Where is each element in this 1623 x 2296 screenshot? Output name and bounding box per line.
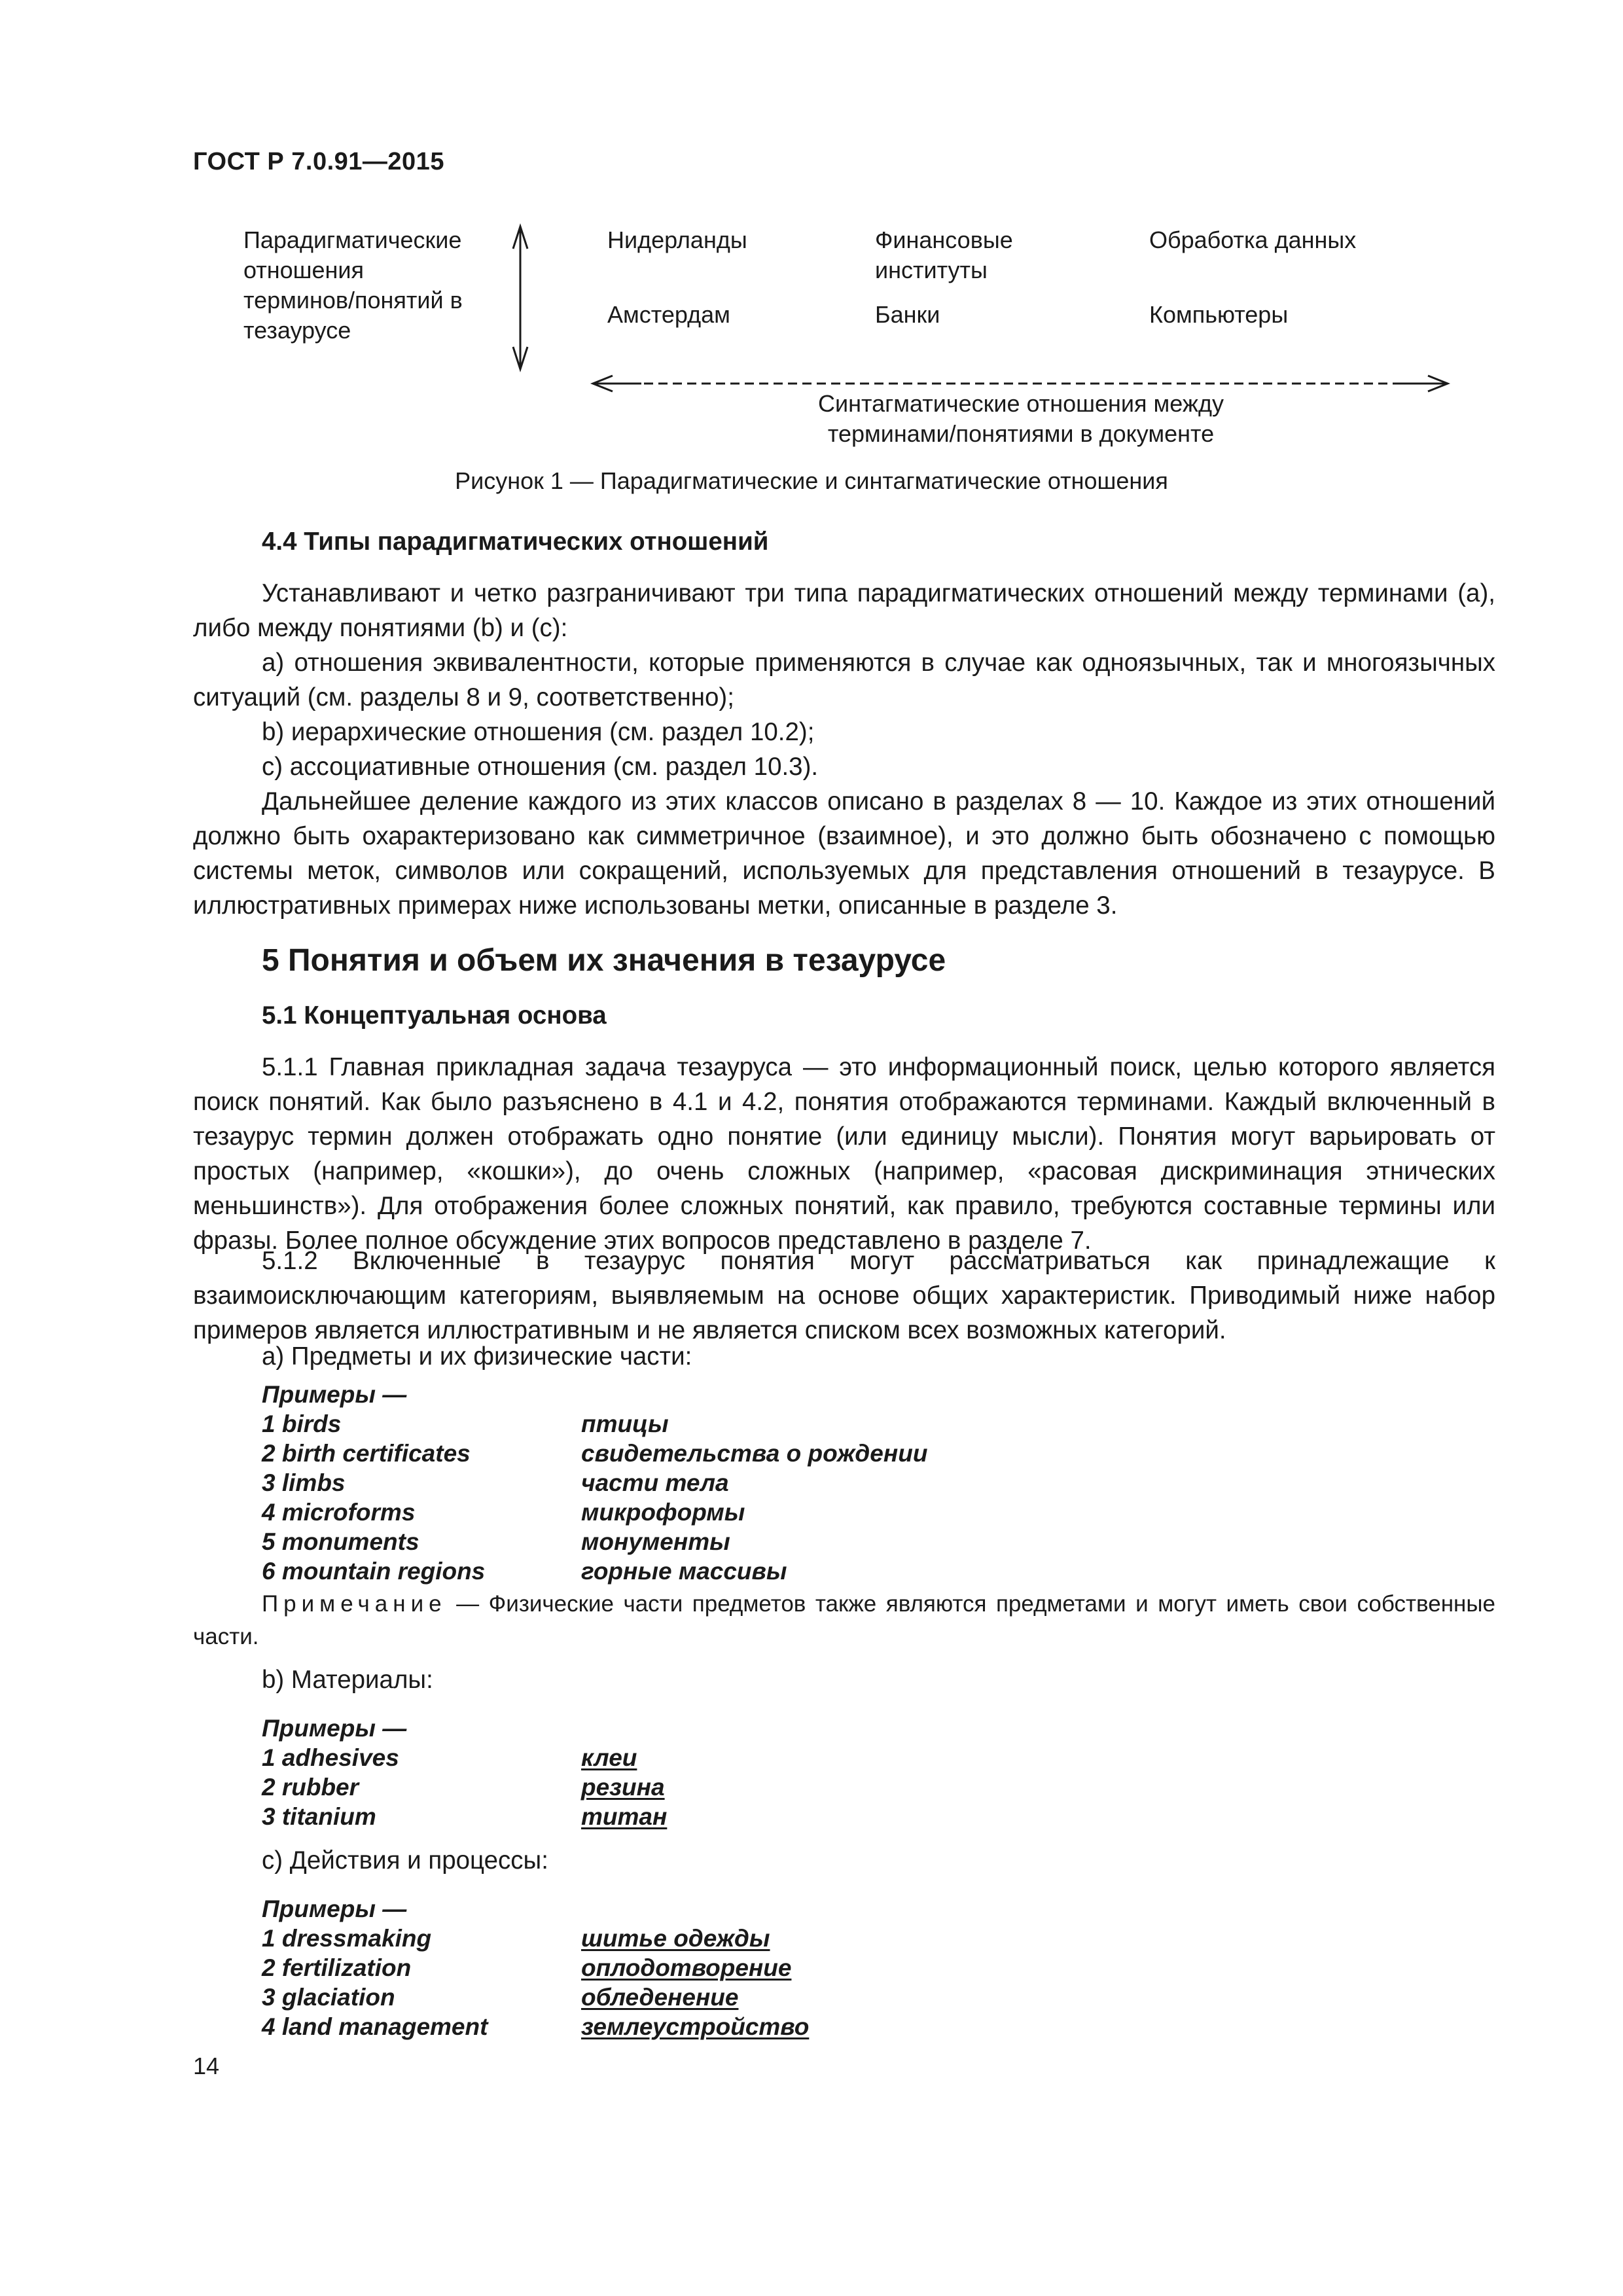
paradigmatic-label-line: отношения	[243, 257, 365, 283]
col2-top-line2: институты	[875, 257, 988, 283]
paragraph-5-1-1: 5.1.1 Главная прикладная задача тезауруса — это информационный поиск, целью которого является поиск понятий. Как было разъяснено в 4.1 и 4.2, понятия отображаются терминами. Каждый включенный в тезаурус термин должен отображать одно понятие (или единицу мысли). Понятия могут варьировать от простых (например, «кошки»), до очень сложных (например, «расовая дискриминация этнических меньшинств»). Для отображения более сложных понятий, как правило, требуются составные термины или фразы. Более полное обсуждение этих вопросов представлено в разделе 7.	[193, 1053, 1495, 1255]
example-term-ru: микроформы	[581, 1499, 745, 1526]
example-term-ru: землеустройство	[581, 2013, 810, 2040]
example-row	[262, 1743, 1047, 1772]
note-label: Примечание	[262, 1591, 447, 1617]
example-term-en: 6 mountain regions	[262, 1558, 486, 1585]
example-term-ru: свидетельства о рождении	[581, 1440, 928, 1467]
category-a: a) Предметы и их физические части:	[262, 1342, 692, 1371]
paradigmatic-label-line: тезаурусе	[243, 317, 351, 344]
example-row	[262, 1498, 1047, 1527]
col1-top: Нидерланды	[607, 226, 747, 253]
example-term-en: 3 limbs	[262, 1469, 346, 1496]
examples-label: Примеры —	[262, 1715, 407, 1742]
example-term-en: 3 glaciation	[262, 1984, 395, 2011]
paragraph-4-4-intro: Устанавливают и четко разграничивают три типа парадигматических отношений между терминами (a), либо между понятиями (b) и (c):	[193, 579, 1495, 642]
example-term-en: 2 birth certificates	[262, 1440, 471, 1467]
note	[193, 1588, 1495, 1653]
col3-top: Обработка данных	[1149, 226, 1357, 253]
example-term-ru: обледенение	[581, 1984, 739, 2011]
figure-caption: Рисунок 1 — Парадигматические и синтагматические отношения	[455, 467, 1168, 494]
example-row	[262, 1468, 1047, 1498]
example-term-ru: клеи	[581, 1744, 637, 1771]
example-row	[262, 1439, 1047, 1468]
examples-label: Примеры —	[262, 1895, 407, 1922]
example-row	[262, 1924, 1047, 1953]
example-term-en: 5 monuments	[262, 1528, 419, 1555]
syntagmatic-line: Синтагматические отношения между	[818, 390, 1224, 417]
paragraph-4-4-further: Дальнейшее деление каждого из этих классов описано в разделах 8 — 10. Каждое из этих отношений должно быть охарактеризовано как симметричное (взаимное), и это должно быть обозначено с помощью системы меток, символов или сокращений, используемых для представления отношений в тезаурусе. В иллюстративных примерах ниже использованы метки, описанные в разделе 3.	[193, 787, 1495, 920]
example-term-ru: птицы	[581, 1410, 669, 1437]
example-row	[262, 1527, 1047, 1556]
syntagmatic-line: терминами/понятиями в документе	[827, 420, 1215, 447]
example-term-ru: горные массивы	[581, 1558, 787, 1585]
example-term-en: 1 dressmaking	[262, 1925, 432, 1952]
list-item-c: c) ассоциативные отношения (см. раздел 10.3).	[262, 753, 819, 781]
example-row	[262, 1802, 1047, 1831]
example-term-en: 2 fertilization	[262, 1954, 412, 1981]
example-row	[262, 1982, 1047, 2012]
example-term-ru: монументы	[581, 1528, 730, 1555]
paragraph-5-1-2: 5.1.2 Включенные в тезаурус понятия могут рассматриваться как принадлежащие к взаимоисключающим категориям, выявляемым на основе общих характеристик. Приводимый ниже набор примеров является иллюстративным и не является списком всех возможных категорий.	[193, 1247, 1495, 1344]
category-b: b) Материалы:	[262, 1666, 433, 1694]
section-heading-5-1: 5.1 Концептуальная основа	[262, 1001, 607, 1030]
example-term-en: 4 microforms	[262, 1499, 416, 1526]
examples-a	[262, 1380, 1047, 1586]
page-number: 14	[193, 2053, 220, 2079]
example-term-en: 3 titanium	[262, 1803, 376, 1830]
example-term-ru: части тела	[581, 1469, 729, 1496]
paradigmatic-label-line: терминов/понятий в	[243, 287, 463, 314]
examples-b	[262, 1713, 1047, 1831]
vertical-double-arrow	[504, 223, 537, 373]
example-row	[262, 1556, 1047, 1586]
col3-bottom: Компьютеры	[1149, 301, 1289, 328]
example-term-ru: резина	[581, 1774, 665, 1801]
category-c: c) Действия и процессы:	[262, 1846, 548, 1874]
example-term-en: 2 rubber	[262, 1774, 359, 1801]
examples-label: Примеры —	[262, 1381, 407, 1408]
example-row	[262, 2012, 1047, 2041]
syntagmatic-label	[589, 389, 1453, 449]
example-term-ru: оплодотворение	[581, 1954, 792, 1981]
example-term-ru: титан	[581, 1803, 668, 1830]
col2-top-line1: Финансовые	[875, 226, 1013, 253]
example-term-en: 4 land management	[262, 2013, 488, 2040]
section-heading-4-4: 4.4 Типы парадигматических отношений	[262, 528, 769, 556]
examples-c	[262, 1894, 1047, 2041]
list-item-b: b) иерархические отношения (см. раздел 10.2);	[262, 718, 815, 746]
col2-bottom: Банки	[875, 301, 940, 328]
example-row	[262, 1409, 1047, 1439]
list-item-a: a) отношения эквивалентности, которые применяются в случае как одноязычных, так и многоязычных ситуаций (см. разделы 8 и 9, соответственно);	[193, 649, 1495, 711]
document-code: ГОСТ Р 7.0.91—2015	[193, 148, 444, 175]
example-term-ru: шитье одежды	[581, 1925, 770, 1952]
paradigmatic-label	[243, 225, 505, 346]
example-term-en: 1 birds	[262, 1410, 342, 1437]
section-heading-5: 5 Понятия и объем их значения в тезаурусе	[262, 943, 946, 978]
example-term-en: 1 adhesives	[262, 1744, 399, 1771]
col1-bottom: Амстердам	[607, 301, 730, 328]
example-row	[262, 1772, 1047, 1802]
example-row	[262, 1953, 1047, 1982]
paradigmatic-label-line: Парадигматические	[243, 226, 462, 253]
note-text: — Физические части предметов также являются предметами и могут иметь свои собственные части.	[193, 1591, 1495, 1649]
